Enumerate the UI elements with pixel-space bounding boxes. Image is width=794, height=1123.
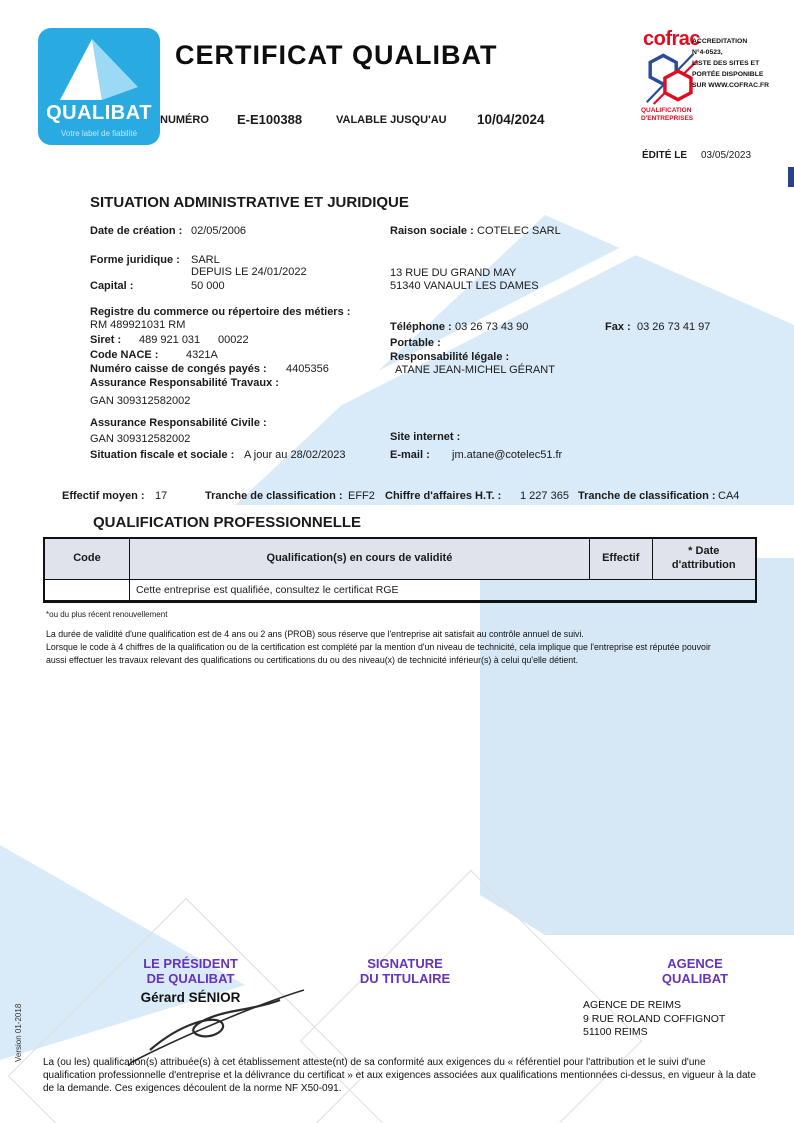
raison-sociale-value: COTELEC SARL (477, 225, 561, 237)
assurance-civile-label: Assurance Responsabilité Civile : (90, 417, 267, 429)
effectif-moyen-value: 17 (155, 490, 168, 502)
accreditation-line: LISTE DES SITES ET (692, 59, 760, 67)
edite-label: ÉDITÉ LE (642, 150, 688, 161)
accreditation-line: PORTÉE DISPONIBLE (692, 70, 764, 78)
fax-label: Fax : (605, 321, 631, 333)
pyramid-icon (52, 36, 146, 106)
legal-paragraph: La (ou les) qualification(s) attribuée(s) à cet établissement atteste(nt) de sa conformité aux exigences du « référentiel pour l'attribution et le suivi d'une qualification professionnelle d'entreprise et la délivrance du certificat » et aux exigences associées aux qualifications mentionnées ci-dessus, en vigueur à la date de la demande. Ces exigences découlent de la norme NF X50-091. (43, 1057, 756, 1094)
forme-juridique-value: SARL (191, 254, 220, 266)
page-title: CERTIFICAT QUALIBAT (175, 40, 498, 70)
tranche-eff-value: EFF2 (348, 490, 375, 502)
numero-value: E-E100388 (237, 112, 303, 127)
tranche-eff-label: Tranche de classification : (205, 490, 343, 502)
forme-juridique-label: Forme juridique : (90, 254, 180, 266)
cofrac-hexagons-icon (645, 50, 697, 106)
president-title-line2: DE QUALIBAT (146, 971, 235, 986)
agence-title-line1: AGENCE (667, 956, 723, 971)
logo-wordmark: QUALIBAT (46, 102, 152, 124)
siret-suffix: 00022 (218, 334, 249, 346)
situation-fiscale-label: Situation fiscale et sociale : (90, 449, 235, 461)
date-creation-label: Date de création : (90, 225, 183, 237)
numero-label: NUMÉRO (160, 114, 209, 126)
qualification-notes (46, 628, 711, 666)
agence-address-line1: AGENCE DE REIMS (583, 999, 682, 1011)
code-nace-value: 4321A (186, 349, 218, 361)
table-row (44, 580, 756, 602)
site-internet-label: Site internet : (390, 431, 461, 443)
signature-title-line2: DU TITULAIRE (359, 971, 451, 986)
signature-title-line1: SIGNATURE (367, 956, 443, 971)
fax-value: 03 26 73 41 97 (637, 321, 711, 333)
assurance-civile-value: GAN 309312582002 (90, 433, 191, 445)
raison-sociale-label: Raison sociale : (390, 225, 474, 237)
tranche-ca-label: Tranche de classification : (578, 490, 716, 502)
signature-titulaire-block (330, 956, 480, 986)
cofrac-subtitle (641, 107, 693, 124)
note-line: Lorsque le code à 4 chiffres de la qualification ou de la certification est complété par la mention d'un niveau de technicité, cela implique que l'entreprise est réputée pouvoir (46, 641, 711, 652)
table-header-row (44, 538, 756, 580)
agence-address-line2: 9 RUE ROLAND COFFIGNOT (583, 1012, 726, 1025)
tranche-ca-value: CA4 (718, 490, 740, 502)
table-header-date-line1: * Date (688, 545, 720, 558)
email-value: jm.atane@cotelec51.fr (452, 449, 563, 461)
responsabilite-legale-label: Responsabilité légale : (390, 351, 510, 363)
cofrac-subtitle-line1: QUALIFICATION (641, 107, 692, 114)
email-label: E-mail : (390, 449, 430, 461)
conges-label: Numéro caisse de congés payés : (90, 363, 267, 375)
cofrac-accreditation-text (692, 37, 792, 91)
siret-value: 489 921 031 (139, 334, 201, 346)
code-nace-label: Code NACE : (90, 349, 159, 361)
table-cell-message: Cette entreprise est qualifiée, consultez le certificat RGE (129, 580, 756, 602)
table-header-effectif: Effectif (589, 538, 652, 580)
assurance-travaux-value: GAN 309312582002 (90, 395, 191, 407)
effectif-moyen-label: Effectif moyen : (62, 490, 145, 502)
edge-mark (788, 167, 794, 187)
situation-fiscale-value: A jour au 28/02/2023 (244, 449, 346, 461)
telephone-value: 03 26 73 43 90 (455, 321, 529, 333)
president-title-line1: LE PRÉSIDENT (143, 956, 238, 971)
chiffre-affaires-value: 1 227 365 (520, 490, 569, 502)
table-cell-code (44, 580, 129, 602)
president-name: Gérard SÉNIOR (140, 990, 241, 1005)
note-line: La durée de validité d'une qualification est de 4 ans ou 2 ans (PROB) sous réserve que l'entreprise ait satisfait au contrôle annuel de suivi. (46, 629, 584, 639)
date-creation-value: 02/05/2006 (191, 225, 247, 237)
registre-label: Registre du commerce ou répertoire des métiers : (90, 306, 351, 318)
siret-label: Siret : (90, 334, 122, 346)
president-signature (128, 986, 308, 1066)
accreditation-line: SUR WWW.COFRAC.FR (692, 81, 770, 89)
responsabilite-legale-value: ATANE JEAN-MICHEL GÉRANT (395, 364, 555, 376)
valable-label: VALABLE JUSQU'AU (336, 114, 447, 126)
table-header-date (652, 538, 756, 580)
table-footnote: *ou du plus récent renouvellement (46, 610, 168, 619)
logo-tagline: Votre label de fiabilité (60, 129, 138, 138)
table-header-date-line2: d'attribution (671, 559, 736, 571)
agence-address (583, 999, 725, 1040)
agence-block (630, 956, 760, 986)
capital-label: Capital : (90, 280, 134, 292)
note-line: aussi effectuer les travaux relevant des qualifications ou certifications du ou des niveau(x) de technicité inférieur(s) à celui qu'elle détient. (46, 654, 579, 665)
assurance-travaux-label: Assurance Responsabilité Travaux : (90, 377, 279, 389)
cofrac-subtitle-line2: D'ENTREPRISES (641, 115, 694, 123)
section-heading-qualification: QUALIFICATION PROFESSIONNELLE (93, 514, 362, 531)
capital-value: 50 000 (191, 280, 225, 292)
agence-title-line2: QUALIBAT (661, 971, 729, 986)
address-line2: 51340 VANAULT LES DAMES (390, 280, 539, 292)
chiffre-affaires-label: Chiffre d'affaires H.T. : (385, 490, 502, 502)
qualibat-logo (38, 28, 160, 145)
table-header-qualification: Qualification(s) en cours de validité (129, 538, 589, 580)
conges-value: 4405356 (286, 363, 329, 375)
table-header-code: Code (44, 538, 129, 580)
valable-value: 10/04/2024 (477, 112, 545, 127)
accreditation-line: N°4-0523, (692, 48, 723, 56)
edite-value: 03/05/2023 (701, 150, 752, 161)
accreditation-line: ACCREDITATION (692, 38, 748, 45)
agence-address-line3: 51100 REIMS (583, 1026, 648, 1039)
telephone-label: Téléphone : (390, 321, 452, 333)
registre-value: RM 489921031 RM (90, 319, 186, 331)
forme-juridique-depuis: DEPUIS LE 24/01/2022 (191, 266, 307, 278)
address-line1: 13 RUE DU GRAND MAY (390, 267, 517, 279)
version-label: Version 01-2018 (14, 1003, 23, 1062)
portable-label: Portable : (390, 337, 441, 349)
section-heading-admin: SITUATION ADMINISTRATIVE ET JURIDIQUE (90, 194, 409, 211)
qualification-table (43, 537, 757, 603)
cofrac-logo-text: cofrac (643, 28, 701, 50)
